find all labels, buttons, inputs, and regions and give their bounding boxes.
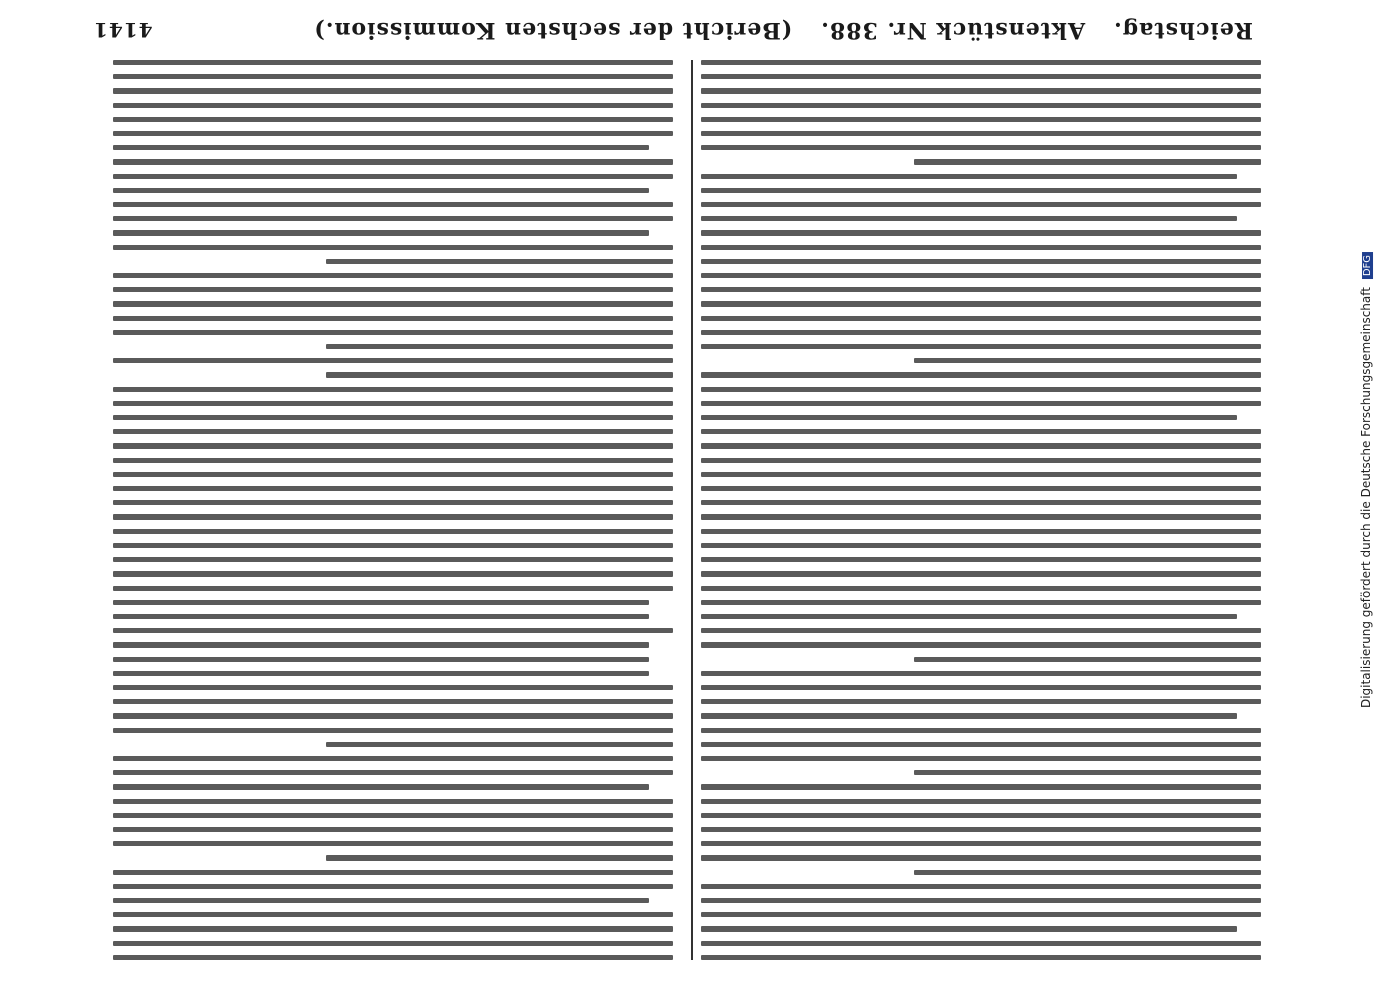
text-line	[701, 131, 1261, 136]
text-line	[701, 941, 1261, 946]
text-line	[113, 174, 673, 179]
text-line	[113, 713, 673, 718]
text-line	[113, 784, 649, 789]
text-line	[113, 301, 673, 306]
text-line	[113, 600, 649, 605]
text-line	[701, 600, 1261, 605]
text-line	[701, 287, 1261, 292]
text-line	[113, 330, 673, 335]
page-number: 4141	[93, 18, 153, 42]
text-line	[701, 330, 1261, 335]
text-line	[914, 657, 1261, 662]
text-line	[113, 813, 673, 818]
text-line	[701, 230, 1261, 235]
text-line	[701, 884, 1261, 889]
text-line	[113, 387, 673, 392]
text-line	[701, 728, 1261, 733]
text-line	[113, 685, 673, 690]
credit-text: Digitalisierung gefördert durch die Deutsche Forschungsgemeinschaft	[1359, 287, 1374, 709]
text-line	[701, 316, 1261, 321]
text-line	[701, 429, 1261, 434]
text-line	[113, 728, 673, 733]
text-line	[701, 614, 1237, 619]
text-line	[701, 74, 1261, 79]
text-line	[113, 88, 673, 93]
text-column-left	[701, 60, 1261, 960]
text-line	[113, 614, 649, 619]
text-line	[113, 358, 673, 363]
text-line	[113, 955, 673, 960]
text-line	[113, 287, 673, 292]
text-line	[113, 912, 673, 917]
text-line	[113, 941, 673, 946]
text-line	[113, 486, 673, 491]
text-line	[113, 415, 673, 420]
text-line	[113, 926, 673, 931]
header-left-group	[313, 17, 1253, 43]
text-line	[326, 855, 673, 860]
header-subtitle: (Bericht der sechsten Kommission.)	[313, 17, 793, 43]
text-line	[113, 145, 649, 150]
text-line	[113, 799, 673, 804]
text-line	[113, 870, 673, 875]
text-line	[113, 202, 673, 207]
text-line	[701, 458, 1261, 463]
text-line	[701, 344, 1261, 349]
text-line	[326, 344, 673, 349]
text-line	[701, 543, 1261, 548]
text-line	[113, 472, 673, 477]
text-line	[113, 188, 649, 193]
text-line	[113, 756, 673, 761]
text-line	[701, 60, 1261, 65]
text-line	[701, 841, 1261, 846]
header-title: Reichstag.	[1113, 17, 1253, 43]
text-line	[113, 159, 673, 164]
text-line	[701, 685, 1261, 690]
text-line	[701, 529, 1261, 534]
text-line	[113, 131, 673, 136]
text-line	[701, 912, 1261, 917]
text-line	[113, 841, 673, 846]
text-line	[701, 259, 1261, 264]
text-line	[113, 543, 673, 548]
text-line	[701, 401, 1261, 406]
text-line	[113, 273, 673, 278]
text-line	[701, 472, 1261, 477]
digitization-credit	[1356, 40, 1376, 920]
text-line	[701, 486, 1261, 491]
text-line	[701, 301, 1261, 306]
text-line	[701, 813, 1261, 818]
text-line	[701, 586, 1261, 591]
text-line	[113, 642, 649, 647]
text-line	[701, 415, 1237, 420]
text-line	[113, 316, 673, 321]
text-line	[113, 103, 673, 108]
text-line	[701, 571, 1261, 576]
text-line	[701, 188, 1261, 193]
text-line	[701, 245, 1261, 250]
text-line	[701, 713, 1237, 718]
text-line	[113, 571, 673, 576]
column-divider	[691, 60, 693, 960]
text-line	[113, 500, 673, 505]
header-document-number: Aktenstück Nr. 388.	[820, 17, 1086, 43]
text-line	[113, 401, 673, 406]
text-line	[701, 387, 1261, 392]
text-line	[914, 770, 1261, 775]
text-line	[701, 515, 1261, 520]
text-line	[113, 770, 673, 775]
text-line	[113, 884, 673, 889]
text-line	[701, 742, 1261, 747]
text-line	[326, 742, 673, 747]
text-line	[701, 557, 1261, 562]
text-line	[326, 372, 673, 377]
text-line	[113, 216, 673, 221]
text-line	[701, 443, 1261, 448]
text-line	[701, 216, 1237, 221]
text-line	[113, 429, 673, 434]
text-line	[701, 671, 1261, 676]
dfg-logo: DFG	[1362, 252, 1373, 279]
text-line	[914, 870, 1261, 875]
text-line	[914, 159, 1261, 164]
text-line	[113, 628, 673, 633]
text-line	[701, 174, 1237, 179]
text-line	[113, 230, 649, 235]
text-line	[113, 657, 649, 662]
text-line	[113, 60, 673, 65]
text-line	[701, 756, 1261, 761]
text-line	[701, 628, 1261, 633]
text-line	[701, 898, 1261, 903]
text-line	[914, 358, 1261, 363]
text-line	[701, 117, 1261, 122]
text-line	[701, 784, 1261, 789]
text-line	[113, 529, 673, 534]
text-line	[113, 898, 649, 903]
text-line	[113, 74, 673, 79]
text-line	[701, 642, 1261, 647]
text-line	[113, 458, 673, 463]
text-line	[701, 855, 1261, 860]
text-line	[701, 955, 1261, 960]
text-line	[113, 671, 649, 676]
text-line	[701, 202, 1261, 207]
text-line	[113, 699, 673, 704]
text-line	[701, 827, 1261, 832]
text-line	[701, 926, 1237, 931]
text-line	[701, 103, 1261, 108]
text-line	[701, 88, 1261, 93]
text-line	[113, 245, 673, 250]
text-line	[113, 515, 673, 520]
text-line	[701, 799, 1261, 804]
text-line	[701, 145, 1261, 150]
page-header	[93, 10, 1253, 50]
text-line	[113, 557, 673, 562]
text-line	[113, 827, 673, 832]
text-line	[113, 117, 673, 122]
text-line	[113, 443, 673, 448]
text-column-right	[113, 60, 673, 960]
text-line	[701, 273, 1261, 278]
text-line	[701, 500, 1261, 505]
text-line	[701, 372, 1261, 377]
text-line	[326, 259, 673, 264]
text-line	[701, 699, 1261, 704]
text-line	[113, 586, 673, 591]
